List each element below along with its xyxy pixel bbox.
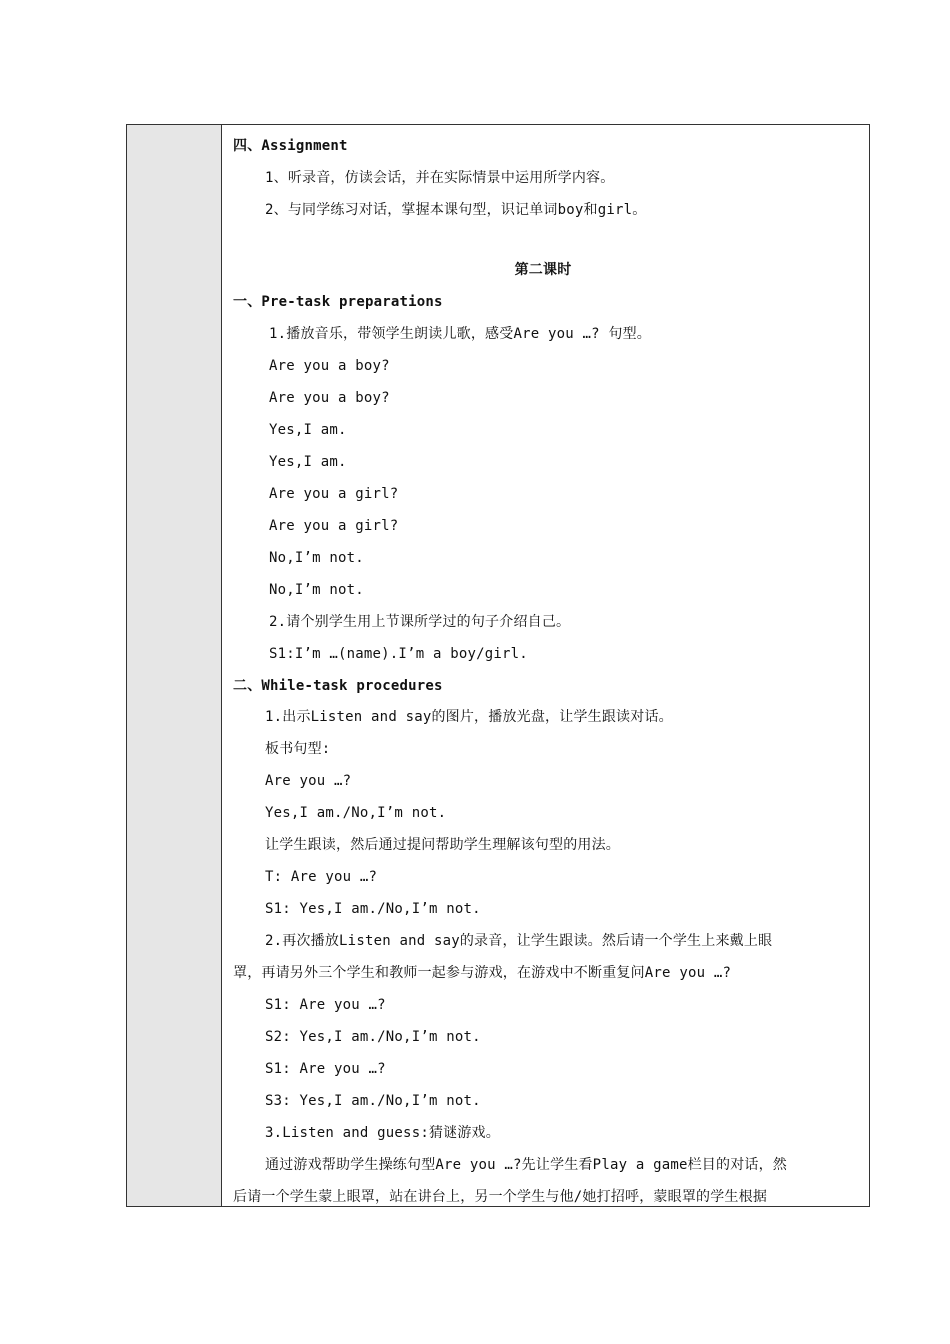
lesson-plan-table — [126, 124, 870, 1207]
text-line: Are you …? — [265, 773, 352, 789]
text-line: No,I’m not. — [269, 550, 364, 566]
text-line: 1.出示Listen and say的图片，播放光盘，让学生跟读对话。 — [265, 709, 673, 725]
text-line: T: Are you …? — [265, 869, 378, 885]
table-content-cell — [223, 125, 869, 1206]
section-heading: 二、While-task procedures — [233, 678, 443, 694]
text-line: S1: Are you …? — [265, 1061, 386, 1077]
text-line: S1: Are you …? — [265, 997, 386, 1013]
text-line: S3: Yes,I am./No,I’m not. — [265, 1093, 481, 1109]
text-line: 板书句型: — [265, 741, 331, 757]
text-line: 1.播放音乐，带领学生朗读儿歌，感受Are you …? 句型。 — [269, 326, 651, 342]
text-line: 3.Listen and guess:猜谜游戏。 — [265, 1125, 500, 1141]
table-left-column — [127, 125, 222, 1206]
text-line: S2: Yes,I am./No,I’m not. — [265, 1029, 481, 1045]
text-line: Are you a girl? — [269, 518, 399, 534]
text-line: Are you a girl? — [269, 486, 399, 502]
section-heading: 第二课时 — [514, 262, 572, 278]
text-line: 罩，再请另外三个学生和教师一起参与游戏，在游戏中不断重复问Are you …? — [233, 965, 732, 981]
text-line: Yes,I am. — [269, 422, 347, 438]
text-line: Yes,I am./No,I’m not. — [265, 805, 447, 821]
text-line: Are you a boy? — [269, 358, 390, 374]
text-line: 2.请个别学生用上节课所学过的句子介绍自己。 — [269, 614, 571, 630]
text-line: 让学生跟读，然后通过提问帮助学生理解该句型的用法。 — [265, 837, 620, 853]
text-line: S1:I’m …(name).I’m a boy/girl. — [269, 646, 528, 662]
text-line: Are you a boy? — [269, 390, 390, 406]
text-line: No,I’m not. — [269, 582, 364, 598]
text-line: 通过游戏帮助学生操练句型Are you …?先让学生看Play a game栏目的对话，然 — [265, 1157, 788, 1173]
section-heading: 四、Assignment — [233, 138, 348, 154]
text-line: 后请一个学生蒙上眼罩，站在讲台上，另一个学生与他/她打招呼，蒙眼罩的学生根据 — [233, 1189, 768, 1205]
text-line: 2、与同学练习对话，掌握本课句型，识记单词boy和girl。 — [265, 202, 647, 218]
text-line: 2.再次播放Listen and say的录音，让学生跟读。然后请一个学生上来戴上眼 — [265, 933, 773, 949]
section-heading: 一、Pre-task preparations — [233, 294, 443, 310]
text-line: 1、听录音，仿读会话，并在实际情景中运用所学内容。 — [265, 170, 615, 186]
text-line: Yes,I am. — [269, 454, 347, 470]
text-line: S1: Yes,I am./No,I’m not. — [265, 901, 481, 917]
